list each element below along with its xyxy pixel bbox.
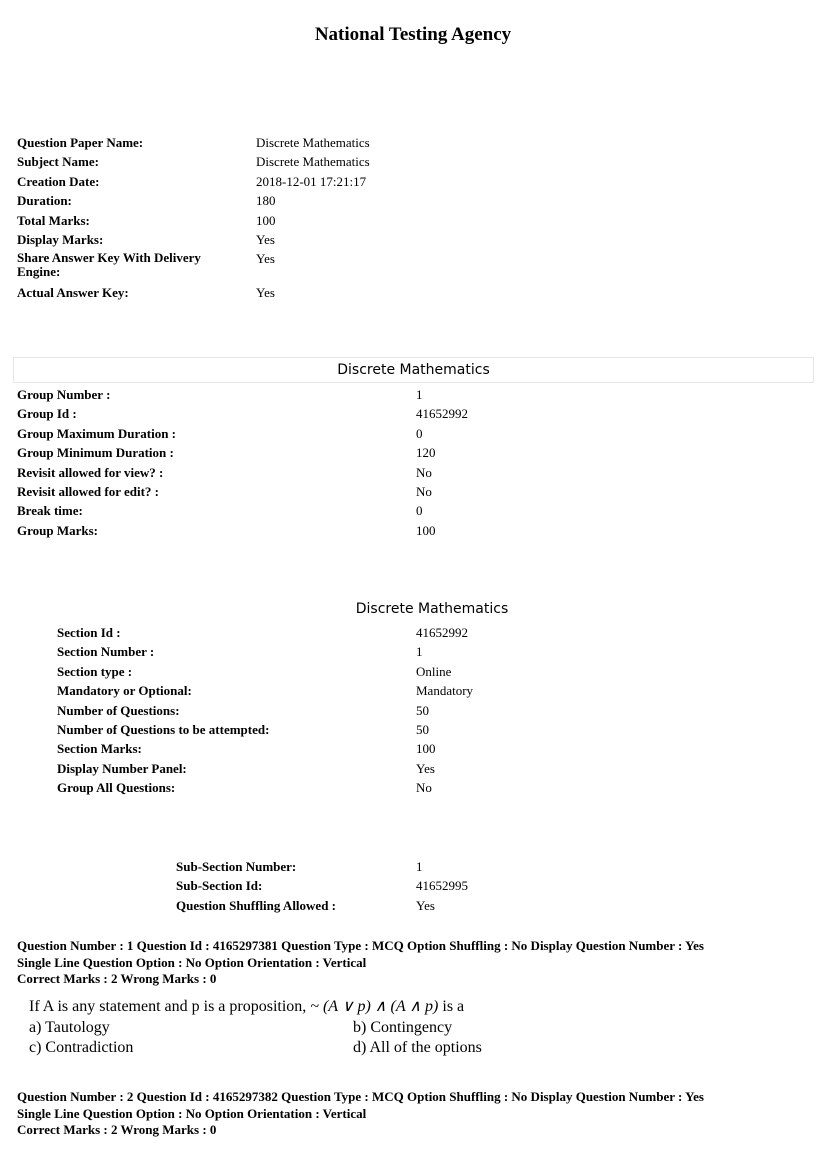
group-label: Group Id : bbox=[17, 406, 77, 422]
section-label: Mandatory or Optional: bbox=[57, 683, 192, 699]
section-label: Group All Questions: bbox=[57, 780, 176, 796]
info-value: Yes bbox=[256, 285, 275, 301]
group-label: Group Maximum Duration : bbox=[17, 425, 177, 441]
group-label: Group Marks: bbox=[17, 522, 99, 538]
info-label: Total Marks: bbox=[17, 212, 90, 228]
info-value: 100 bbox=[256, 212, 276, 228]
info-label: Actual Answer Key: bbox=[17, 285, 129, 301]
subsection-value: Yes bbox=[416, 897, 435, 913]
group-value: 0 bbox=[416, 503, 423, 519]
group-label: Revisit allowed for edit? : bbox=[17, 483, 160, 499]
option-c: c) Contradiction bbox=[29, 1039, 134, 1056]
group-value: 120 bbox=[416, 445, 436, 461]
question-meta-line: Single Line Question Option : No Option Orientation : Vertical bbox=[17, 954, 367, 970]
section-label: Section Number : bbox=[57, 644, 155, 660]
group-value: 0 bbox=[416, 425, 423, 441]
question-marks-line: Correct Marks : 2 Wrong Marks : 0 bbox=[17, 971, 217, 986]
section-label: Number of Questions: bbox=[57, 702, 180, 718]
info-label: Creation Date: bbox=[17, 173, 100, 189]
group-label: Group Number : bbox=[17, 387, 111, 402]
subsection-label: Sub-Section Id: bbox=[176, 878, 263, 894]
option-b: b) Contingency bbox=[353, 1019, 453, 1036]
info-label: Subject Name: bbox=[17, 154, 99, 170]
group-value: 100 bbox=[416, 522, 436, 538]
section-value: 1 bbox=[416, 644, 423, 660]
question-header bbox=[17, 1089, 807, 1139]
group-value: 1 bbox=[416, 387, 423, 402]
group-label: Revisit allowed for view? : bbox=[17, 464, 164, 480]
section-label: Number of Questions to be attempted: bbox=[57, 721, 270, 737]
group-value: No bbox=[416, 483, 432, 499]
question-text-suffix: is a bbox=[442, 998, 465, 1015]
section-value: 50 bbox=[416, 721, 429, 737]
section-label: Section Marks: bbox=[57, 741, 142, 757]
section-label: Section Id : bbox=[57, 625, 121, 640]
question-text bbox=[29, 996, 549, 1016]
option-d: d) All of the options bbox=[353, 1039, 482, 1056]
question-header bbox=[17, 938, 807, 988]
section-label: Section type : bbox=[57, 663, 133, 679]
group-label: Break time: bbox=[17, 503, 83, 519]
info-label: Duration: bbox=[17, 193, 72, 209]
section-value: 50 bbox=[416, 702, 429, 718]
info-value: Yes bbox=[256, 251, 275, 267]
question-meta-line: Question Number : 2 Question Id : 4165297382 Question Type : MCQ Option Shuffling : No Display Question Number : Yes bbox=[17, 1089, 704, 1104]
info-value: Yes bbox=[256, 231, 275, 247]
question-formula: ~ (A ∨ p) ∧ (A ∧ p) bbox=[310, 998, 439, 1015]
subsection-value: 1 bbox=[416, 859, 423, 874]
subsection-label: Question Shuffling Allowed : bbox=[176, 897, 337, 913]
question-text-prefix: If A is any statement and p is a proposition, bbox=[29, 998, 307, 1015]
section-heading: Discrete Mathematics bbox=[355, 601, 509, 617]
info-label: Question Paper Name: bbox=[17, 135, 144, 150]
section-value: Online bbox=[416, 663, 452, 679]
option-a: a) Tautology bbox=[29, 1019, 110, 1036]
subsection-value: 41652995 bbox=[416, 878, 468, 894]
section-value: 100 bbox=[416, 741, 436, 757]
section-value: 41652992 bbox=[416, 625, 468, 640]
info-value: Discrete Mathematics bbox=[256, 154, 370, 170]
info-label: Display Marks: bbox=[17, 231, 104, 247]
group-heading: Discrete Mathematics bbox=[13, 357, 814, 383]
info-value: 2018-12-01 17:21:17 bbox=[256, 173, 367, 189]
question-meta-line: Single Line Question Option : No Option Orientation : Vertical bbox=[17, 1105, 367, 1121]
group-value: 41652992 bbox=[416, 406, 468, 422]
section-value: Mandatory bbox=[416, 683, 474, 699]
info-value: 180 bbox=[256, 193, 276, 209]
section-label: Display Number Panel: bbox=[57, 760, 187, 776]
question-meta-line: Question Number : 1 Question Id : 4165297381 Question Type : MCQ Option Shuffling : No Display Question Number : Yes bbox=[17, 938, 704, 953]
section-value: Yes bbox=[416, 760, 435, 776]
info-value: Discrete Mathematics bbox=[256, 135, 370, 150]
info-label: Share Answer Key With Delivery Engine: bbox=[17, 250, 201, 280]
group-value: No bbox=[416, 464, 432, 480]
group-label: Group Minimum Duration : bbox=[17, 445, 174, 461]
subsection-label: Sub-Section Number: bbox=[176, 859, 297, 874]
question-marks-line: Correct Marks : 2 Wrong Marks : 0 bbox=[17, 1122, 217, 1137]
page-title: National Testing Agency bbox=[314, 24, 512, 45]
section-value: No bbox=[416, 780, 432, 796]
